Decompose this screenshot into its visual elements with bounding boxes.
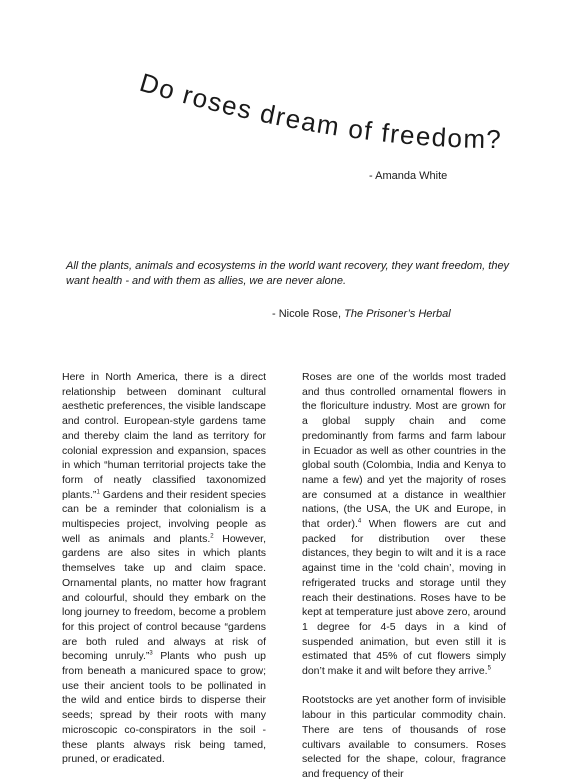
body-text: Gardens and their resident species can be a reminder that colonialism is a multispecies project, involving people as well as animals and plants. [62, 488, 266, 545]
right-paragraph-2: Rootstocks are yet another form of invisible labour in this particular commodity chain. There are tens of thousands of rose cultivars available to consumers. Roses selected for the shape, colour, fragrance and frequency of their [302, 694, 506, 780]
author-byline: - Amanda White [369, 170, 448, 182]
body-text: Here in North America, there is a direct relationship between dominant cultural aesthetic preferences, the visible landscape and control. European-style gardens tame and thereby claim the land as territory for colonial expression and expansion, spaces in which “human territorial projects take the form of neatly classified taxonomized plants.” [62, 371, 266, 501]
article-title-text: Do roses dream of freedom? [136, 67, 503, 155]
footnote-1: 1 [96, 489, 100, 496]
right-column [302, 370, 506, 782]
footnote-4: 4 [357, 518, 362, 525]
epigraph-credit [272, 308, 451, 320]
body-text: Roses are one of the worlds most traded and thus controlled ornamental flowers in the floriculture industry. Most are grown for a global supply chain and come predominantly from farms and farm labour in Ecuador as well as other countries in the global south (Colombia, India and Kenya to name a few) and yet the majority of roses are consumed at a distance in wealthier nations, (the USA, the UK and Europe, in that order). [302, 371, 506, 531]
footnote-3: 3 [149, 650, 153, 657]
epigraph-credit-book: The Prisoner’s Herbal [344, 308, 451, 320]
left-paragraph [62, 370, 266, 767]
right-paragraph-1 [302, 370, 506, 679]
body-text: Plants who push up from beneath a manicured space to grow; use their ancient tools to be pollinated in the wild and entice birds to disperse their seeds; spread by their roots with many microscopic co-conspirators in the soil - these plants always risk being tamed, pruned, or eradicated. [62, 650, 266, 766]
epigraph-quote: All the plants, animals and ecosystems in the world want recovery, they want freedom, they want health - and with them as allies, we are never alone. [66, 260, 510, 287]
article-title [136, 67, 502, 154]
left-column [62, 370, 266, 767]
body-text: However, gardens are also sites in which plants themselves take up and claim space. Ornamental plants, no matter how fragrant and colourful, should they embark on the long journey to freedom, become a problem for this project of control because “gardens are both ruled and always at risk of becoming unruly.” [62, 532, 267, 663]
body-text: When flowers are cut and packed for distribution over these distances, they begin to wilt and it is a race against time in the ‘cold chain’, moving in refrigerated trucks and storage until they reach their destinations. Roses have to be kept at temperature just above zero, around 1 degree for 4-5 days in a kind of suspended animation, but even still it is estimated that 45% of cut flowers simply don’t make it and wilt before they arrive. [302, 518, 507, 678]
title-curve [0, 0, 569, 175]
footnote-5: 5 [487, 665, 491, 672]
footnote-2: 2 [210, 533, 214, 540]
epigraph-credit-author: - Nicole Rose, [272, 308, 345, 320]
